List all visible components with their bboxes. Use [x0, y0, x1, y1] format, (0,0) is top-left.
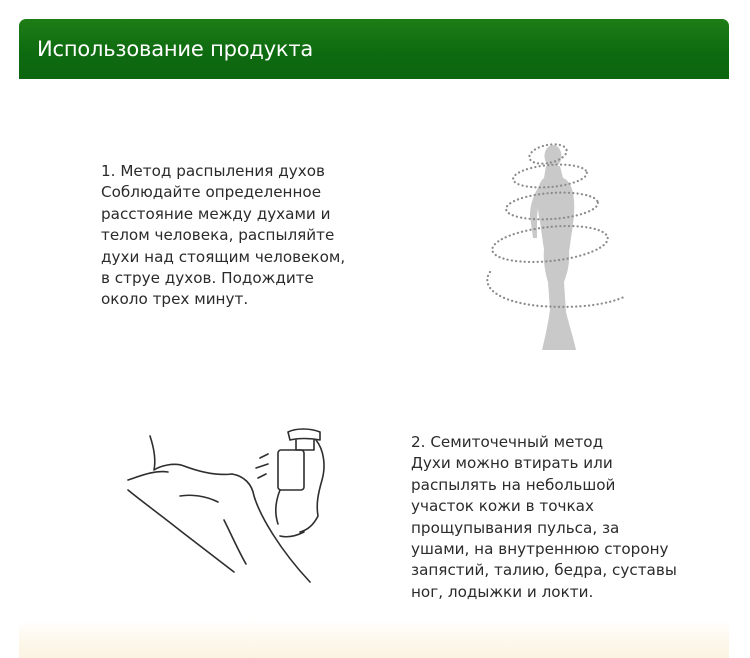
method-spray-line: Соблюдайте определенное — [101, 183, 322, 202]
method-seven-point-line: участок кожи в точках — [411, 497, 594, 516]
method-seven-point-line: ног, лодыжки и локти. — [411, 582, 594, 601]
method-seven-point-text — [411, 432, 677, 603]
method-seven-point-line: распылять на небольшой — [411, 475, 616, 494]
method-spray-line: духи над стоящим человеком, — [101, 247, 346, 266]
hand-spraying-wrist-icon — [120, 420, 335, 590]
method-seven-point-heading: 2. Семиточечный метод — [411, 433, 604, 451]
section-header — [19, 19, 729, 79]
method-seven-point-line: прощупывания пульса, за — [411, 518, 620, 537]
method-spray-line: расстояние между духами и — [101, 204, 331, 223]
method-seven-point-line: запястий, талию, бедра, суставы — [411, 561, 677, 580]
section-title: Использование продукта — [37, 37, 314, 61]
woman-in-perfume-mist-icon — [470, 132, 632, 354]
method-spray-heading: 1. Метод распыления духов — [101, 162, 325, 180]
method-seven-point-line: Духи можно втирать или — [411, 454, 613, 473]
footer-fade — [19, 620, 729, 658]
method-spray-line: в струе духов. Подождите — [101, 269, 314, 288]
method-spray-text — [101, 161, 345, 311]
method-spray-line: около трех минут. — [101, 290, 249, 309]
method-seven-point-line: ушами, на внутреннюю сторону — [411, 540, 669, 559]
method-spray-line: телом человека, распыляйте — [101, 226, 335, 245]
